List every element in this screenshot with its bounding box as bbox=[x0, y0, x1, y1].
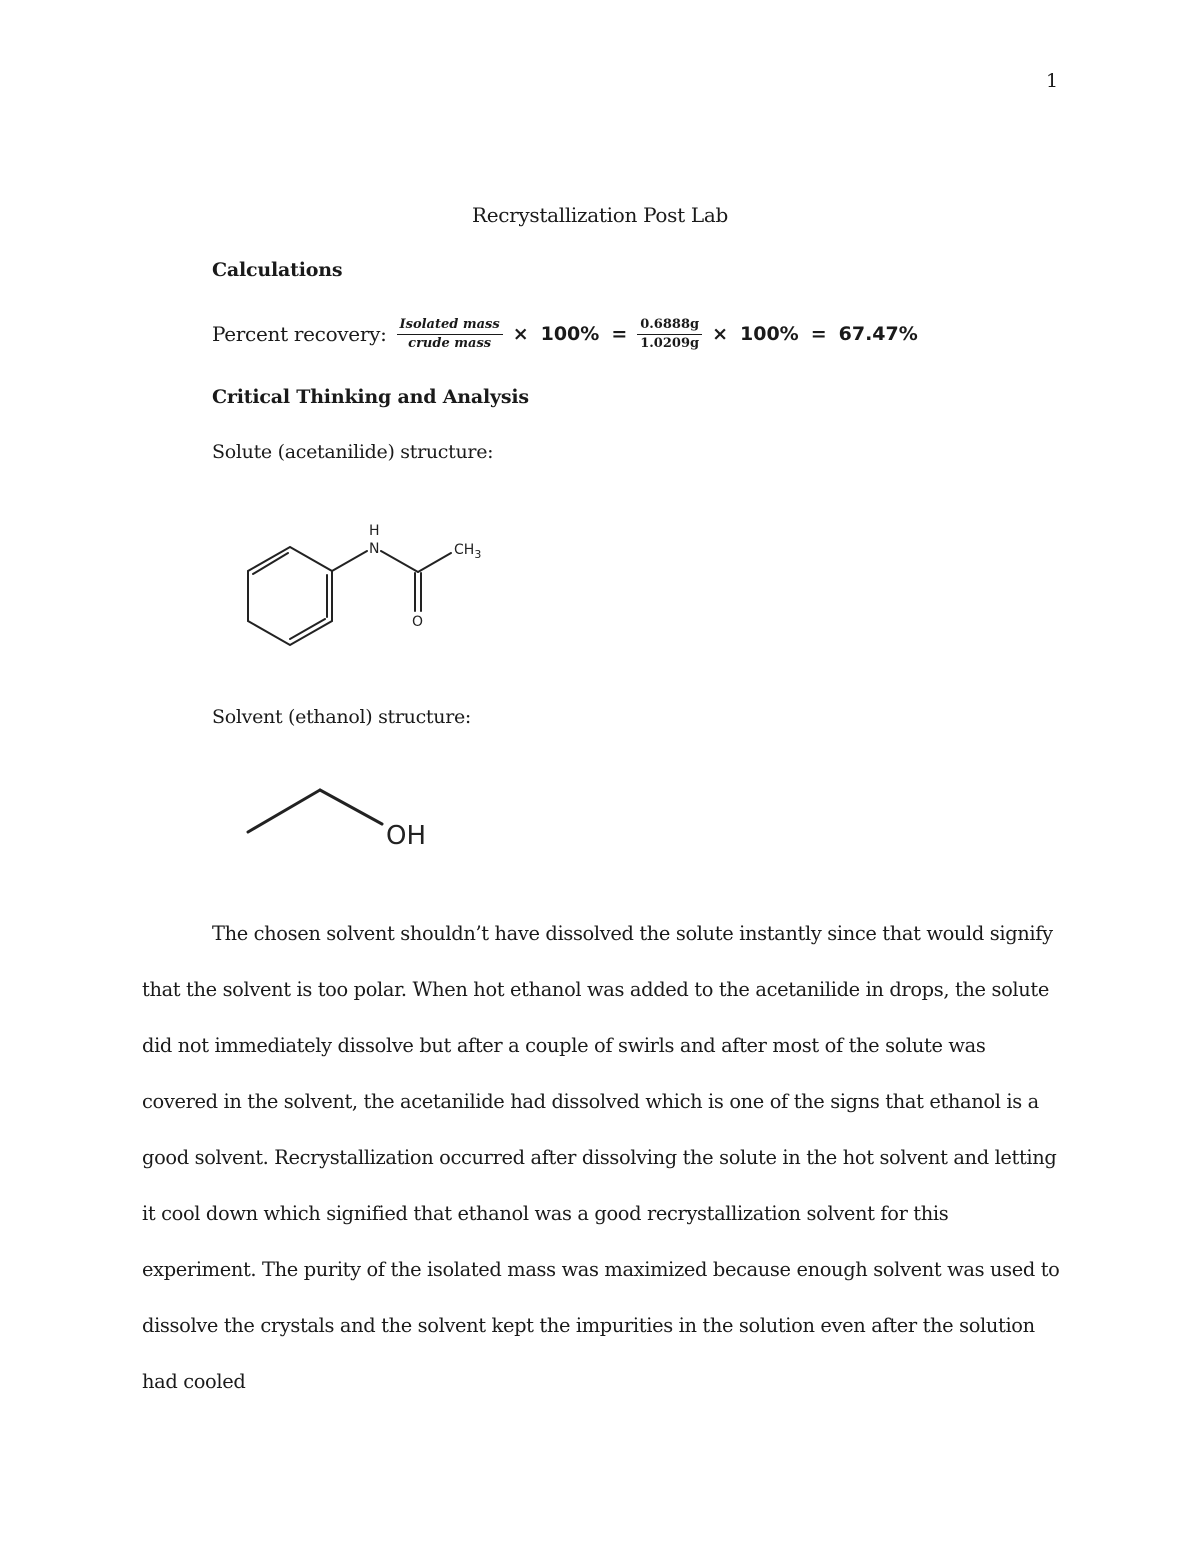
numeric-fraction bbox=[637, 317, 702, 352]
solvent-structure-label: Solvent (ethanol) structure: bbox=[212, 706, 472, 728]
percent-recovery-result: 67.47% bbox=[838, 323, 918, 345]
nitrogen-label: N bbox=[369, 541, 380, 557]
hundred-percent: 100% bbox=[540, 323, 600, 345]
oxygen-label: O bbox=[412, 614, 424, 630]
hydrogen-label: H bbox=[369, 523, 380, 539]
percent-recovery-formula bbox=[212, 312, 924, 356]
critical-thinking-heading: Critical Thinking and Analysis bbox=[212, 386, 529, 408]
hydroxyl-label: OH bbox=[386, 821, 427, 851]
fraction-denominator: crude mass bbox=[408, 335, 492, 351]
ring-double-bond bbox=[253, 553, 288, 574]
fraction-numerator: Isolated mass bbox=[399, 316, 500, 332]
fraction-denominator: 1.0209g bbox=[640, 335, 700, 351]
times-operator: × bbox=[512, 323, 529, 345]
nitrogen-carbonyl-bond bbox=[381, 551, 418, 572]
methyl-ch: CH bbox=[454, 542, 475, 558]
page-number: 1 bbox=[1046, 70, 1059, 92]
equals-operator: = bbox=[611, 323, 628, 345]
analysis-paragraph bbox=[142, 906, 1060, 1410]
ring-nitrogen-bond bbox=[332, 551, 367, 571]
equals-operator: = bbox=[810, 323, 827, 345]
methyl-subscript: 3 bbox=[474, 548, 482, 561]
hundred-percent: 100% bbox=[740, 323, 799, 345]
analysis-paragraph-text: The chosen solvent shouldn’t have dissolved the solute instantly since that would signify that the solvent is too polar. When hot ethanol was added to the acetanilide in drops, the solute did not immediately dissolve but after a couple of swirls and after most of the solute was covered in the solvent, the acetanilide had dissolved which is one of the signs that ethanol is a good solvent. Recrystallization occurred after dissolving the solute in the hot solvent and letting it cool down which signified that ethanol was a good recrystallization solvent for this experiment. The purity of the isolated mass was maximized because enough solvent was used to dissolve the crystals and the solvent kept the impurities in the solution even after the solution had cooled bbox=[142, 922, 1060, 1393]
calculations-heading: Calculations bbox=[212, 259, 343, 281]
mass-ratio-fraction bbox=[397, 317, 503, 352]
solute-structure-label: Solute (acetanilide) structure: bbox=[212, 441, 494, 463]
ethanol-structure bbox=[238, 780, 448, 860]
ethanol-bond-1 bbox=[248, 790, 320, 832]
carbonyl-methyl-bond bbox=[418, 553, 451, 572]
fraction-bar bbox=[637, 334, 702, 335]
acetanilide-structure bbox=[235, 515, 505, 655]
methyl-label bbox=[454, 542, 481, 561]
fraction-numerator: 0.6888g bbox=[640, 316, 700, 332]
benzene-ring bbox=[248, 547, 332, 645]
times-operator: × bbox=[712, 323, 728, 345]
fraction-bar bbox=[397, 334, 503, 335]
percent-recovery-label: Percent recovery: bbox=[212, 322, 387, 346]
document-title: Recrystallization Post Lab bbox=[471, 203, 729, 227]
ethanol-bond-2 bbox=[320, 790, 382, 824]
